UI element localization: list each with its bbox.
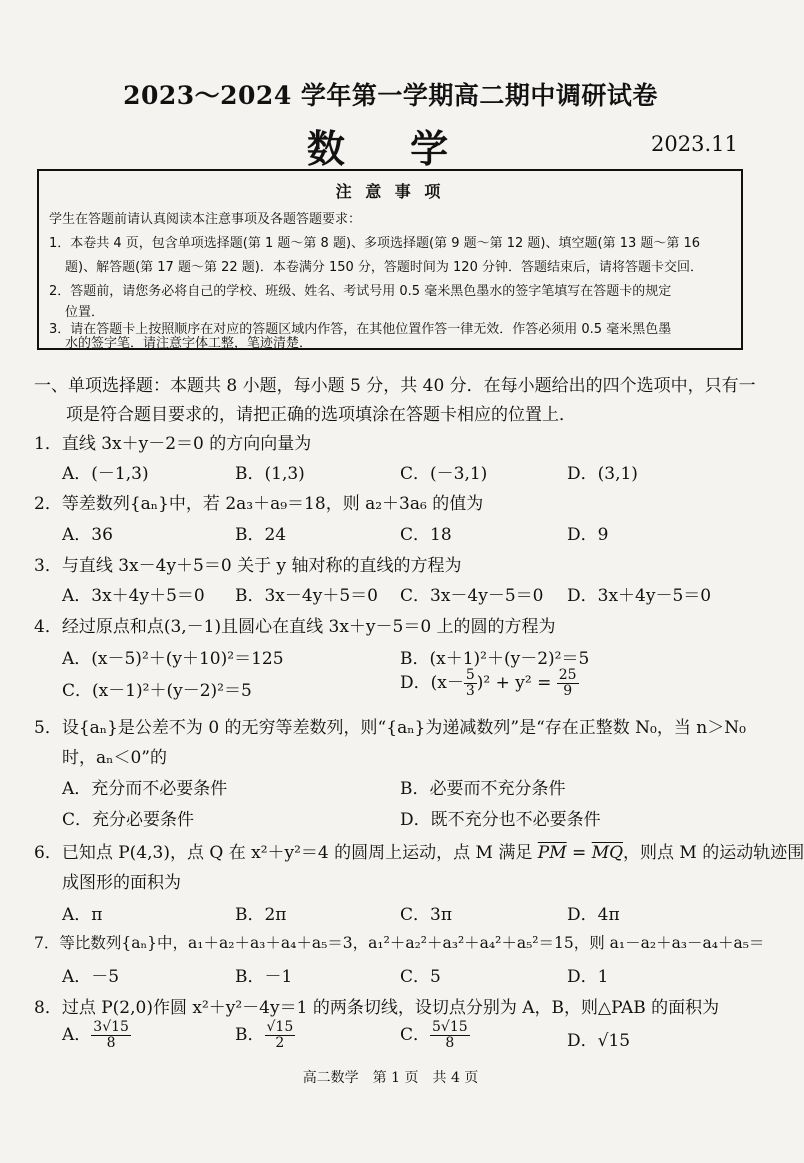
q6-text-end: ，则点 M 的运动轨迹围 — [623, 843, 804, 863]
q2-option-a: A．36 — [62, 525, 113, 545]
q1-option-b: B．(1,3) — [235, 464, 305, 484]
q6-equals: = — [566, 843, 592, 863]
fraction-numerator: 5 — [465, 667, 475, 683]
q2-option-b: B．24 — [235, 525, 287, 545]
q5-option-d: D．既不充分也不必要条件 — [400, 810, 601, 830]
q7-option-d: D．1 — [567, 967, 609, 987]
fraction-numerator: 5√15 — [432, 1019, 468, 1035]
q6-option-d: D．4π — [567, 905, 620, 925]
fraction-denominator: 2 — [275, 1035, 285, 1051]
section-heading: 一、单项选择题：本题共 8 小题，每小题 5 分，共 40 分．在每小题给出的四个选项中，只有一 — [34, 376, 756, 396]
q5-option-a: A．充分而不必要条件 — [62, 779, 228, 799]
q6-option-a: A．π — [62, 905, 103, 925]
q1-option-a: A．(－1,3) — [62, 464, 149, 484]
q4-option-d — [400, 668, 579, 699]
q4-option-a: A．(x－5)²＋(y＋10)²＝125 — [62, 649, 284, 669]
q1-option-c: C．(－3,1) — [400, 464, 488, 484]
fraction-denominator: 3 — [465, 683, 475, 699]
q3-option-c: C．3x－4y－5＝0 — [400, 586, 544, 606]
notice-line: 位置． — [65, 305, 105, 320]
vector-pm: $\overline{PM}$ — [537, 843, 567, 863]
q8-option-d: D．√15 — [567, 1031, 631, 1051]
question-6-cont: 成图形的面积为 — [62, 873, 181, 893]
fraction — [91, 1020, 131, 1051]
fraction-denominator: 8 — [106, 1035, 116, 1051]
notice-line: 水的签字笔．请注意字体工整，笔迹清楚． — [65, 336, 313, 351]
fraction-numerator: 3√15 — [93, 1019, 129, 1035]
q5-option-b: B．必要而不充分条件 — [400, 779, 566, 799]
q3-option-b: B．3x－4y＋5＝0 — [235, 586, 378, 606]
question-7: 7．等比数列{aₙ}中，a₁＋a₂＋a₃＋a₄＋a₅＝3，a₁²＋a₂²＋a₃²＋a₄²＋a₅²＝15，则 a₁－a₂＋a₃－a₄＋a₅＝ — [34, 934, 765, 952]
q3-option-d: D．3x＋4y－5＝0 — [567, 586, 712, 606]
vector-mq: $\overline{MQ}$ — [591, 843, 624, 863]
q1-option-d: D．(3,1) — [567, 464, 638, 484]
fraction — [430, 1020, 470, 1051]
q3-option-a: A．3x＋4y＋5＝0 — [62, 586, 205, 606]
q6-option-c: C．3π — [400, 905, 452, 925]
q5-option-c: C．充分必要条件 — [62, 810, 195, 830]
fraction — [265, 1020, 296, 1051]
question-5-cont: 时，aₙ＜0”的 — [62, 748, 167, 768]
notice-title: 注 意 事 项 — [335, 182, 445, 201]
notice-line: 2．答题前，请您务必将自己的学校、班级、姓名、考试号用 0.5 毫米黑色墨水的签字笔填写在答题卡的规定 — [49, 284, 672, 299]
fraction — [557, 668, 579, 699]
q8-option-b — [235, 1020, 295, 1051]
option-label: C． — [400, 1025, 431, 1045]
question-6 — [34, 838, 804, 863]
exam-date: 2023.11 — [651, 132, 738, 156]
notice-line: 题)、解答题(第 17 题～第 22 题)．本卷满分 150 分，答题时间为 120 分钟．答题结束后，请将答题卡交回． — [65, 260, 703, 275]
question-4: 4．经过原点和点(3,－1)且圆心在直线 3x＋y－5＝0 上的圆的方程为 — [34, 617, 556, 637]
fraction-denominator: 8 — [445, 1035, 455, 1051]
q4-d-prefix: D．(x－ — [400, 673, 464, 693]
question-8: 8．过点 P(2,0)作圆 x²＋y²－4y＝1 的两条切线，设切点分别为 A，B，则△PAB 的面积为 — [34, 998, 720, 1018]
question-3: 3．与直线 3x－4y＋5＝0 关于 y 轴对称的直线的方程为 — [34, 556, 462, 576]
page-footer: 高二数学 第 1 页 共 4 页 — [302, 1070, 479, 1086]
notice-line: 学生在答题前请认真阅读本注意事项及各题答题要求： — [49, 212, 362, 227]
exam-title: 2023～2024 学年第一学期高二期中调研试卷 — [123, 81, 658, 110]
q2-option-d: D．9 — [567, 525, 609, 545]
q2-option-c: C．18 — [400, 525, 452, 545]
option-label: B． — [235, 1025, 265, 1045]
fraction-numerator: √15 — [266, 1019, 294, 1035]
q4-option-c: C．(x－1)²＋(y－2)²＝5 — [62, 681, 252, 701]
question-1: 1．直线 3x＋y－2＝0 的方向向量为 — [34, 434, 312, 454]
subject-heading: 数 学 — [306, 126, 475, 171]
question-5: 5．设{aₙ}是公差不为 0 的无穷等差数列，则“{aₙ}为递减数列”是“存在正整数 N₀，当 n＞N₀ — [34, 718, 746, 738]
q6-text-start: 6．已知点 P(4,3)，点 Q 在 x²＋y²＝4 的圆周上运动，点 M 满足 — [34, 843, 538, 863]
section-heading-cont: 项是符合题目要求的，请把正确的选项填涂在答题卡相应的位置上． — [66, 405, 576, 425]
fraction — [464, 668, 477, 699]
q8-option-a — [62, 1020, 131, 1051]
q7-option-b: B．－1 — [235, 967, 293, 987]
option-label: A． — [62, 1025, 92, 1045]
notice-line: 3．请在答题卡上按照顺序在对应的答题区域内作答，在其他位置作答一律无效．作答必须用 0.5 毫米黑色墨 — [49, 322, 672, 337]
question-2: 2．等差数列{aₙ}中，若 2a₃＋a₉＝18，则 a₂＋3a₆ 的值为 — [34, 494, 484, 514]
q8-option-c — [400, 1020, 470, 1051]
q4-option-b: B．(x＋1)²＋(y－2)²＝5 — [400, 649, 590, 669]
q6-option-b: B．2π — [235, 905, 287, 925]
notice-box — [37, 169, 743, 350]
fraction-denominator: 9 — [563, 683, 573, 699]
fraction-numerator: 25 — [558, 667, 577, 683]
q4-d-mid: )² + y² = — [476, 673, 557, 693]
q7-option-a: A．－5 — [62, 967, 120, 987]
notice-line: 1．本卷共 4 页，包含单项选择题(第 1 题～第 8 题)、多项选择题(第 9 题～第 12 题)、填空题(第 13 题～第 16 — [49, 236, 701, 251]
q7-option-c: C．5 — [400, 967, 441, 987]
